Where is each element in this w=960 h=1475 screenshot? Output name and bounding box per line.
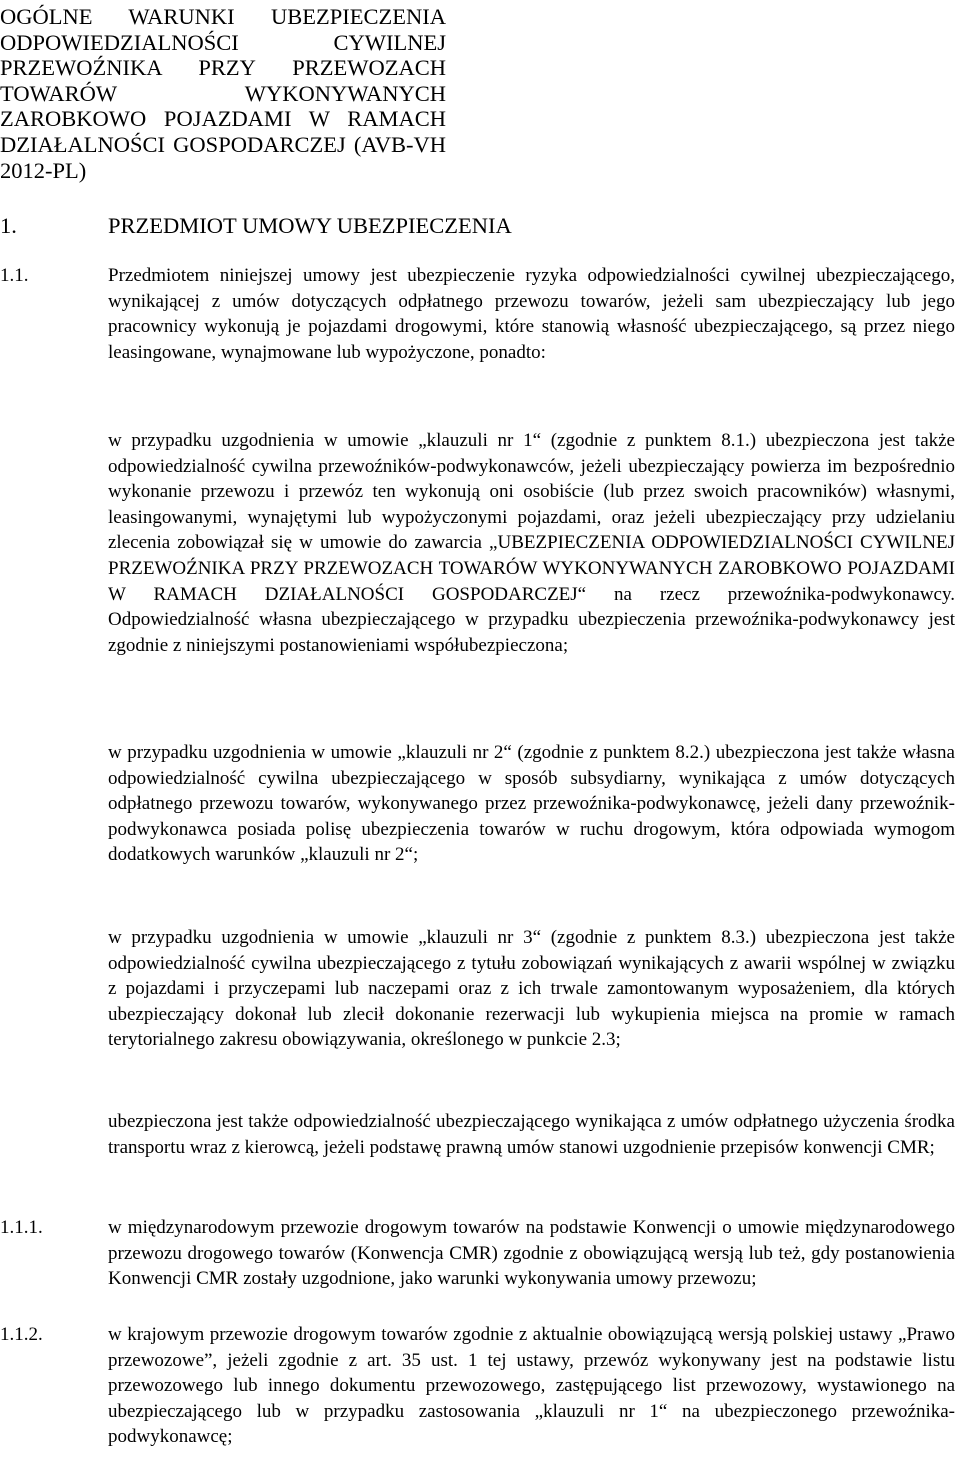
- section-number: 1.: [0, 213, 17, 238]
- section-heading: PRZEDMIOT UMOWY UBEZPIECZENIA: [108, 213, 512, 238]
- clause-number-1-1-1: 1.1.1.: [0, 1217, 43, 1238]
- clause-number-1-1-2: 1.1.2.: [0, 1324, 43, 1345]
- clause-text-1-1-2: w krajowym przewozie drogowym towarów zgodnie z aktualnie obowiązującą wersją polskiej ustawy „Prawo przewozowe”, jeżeli zgodnie z art. 35 ust. 1 tej ustawy, przewóz wykonywany jest na podstawie listu przewozowego lub innego dokumentu przewozowego, zastępującego list przewozowy, wystawionego na ubezpieczającego lub w przypadku zastosowania „klauzuli nr 1“ na ubezpieczonego przewoźnika-podwykonawcę;: [108, 1324, 955, 1448]
- clause-number-1-1: 1.1.: [0, 265, 29, 286]
- sub-paragraph-klauzula-2: w przypadku uzgodnienia w umowie „klauzuli nr 2“ (zgodnie z punktem 8.2.) ubezpieczona jest także własna odpowiedzialność cywilna ubezpieczającego w sposób subsydiarny, wynikająca z umów dotyczących odpłatnego przewozu towarów, wykonywanego przez przewoźnika-podwykonawcę, jeżeli dany przewoźnik-podwykonawca posiada polisę ubezpieczenia towarów w ruchu drogowym, która odpowiada wymogom dodatkowych warunków „klauzuli nr 2“;: [108, 742, 955, 866]
- clause-text-1-1: Przedmiotem niniejszej umowy jest ubezpieczenie ryzyka odpowiedzialności cywilnej ubezpieczającego, wynikającej z umów dotyczących odpłatnego przewozu towarów, jeżeli sam ubezpieczający lub jego pracownicy wykonują je pojazdami drogowymi, które stanowią własność ubezpieczającego, są przez niego leasingowane, wynajmowane lub wypożyczone, ponadto:: [108, 265, 955, 363]
- clause-text-1-1-1: w międzynarodowym przewozie drogowym towarów na podstawie Konwencji o umowie międzynarodowego przewozu drogowego towarów (Konwencja CMR) zgodnie z obowiązującą wersją lub też, gdy postanowienia Konwencji CMR zostały uzgodnione, jako warunki wykonywania umowy przewozu;: [108, 1217, 955, 1290]
- sub-paragraph-cmr-lending: ubezpieczona jest także odpowiedzialność ubezpieczającego wynikająca z umów odpłatnego użyczenia środka transportu wraz z kierowcą, jeżeli podstawę prawną umów stanowi uzgodnienie przepisów konwencji CMR;: [108, 1111, 955, 1158]
- document-title: OGÓLNE WARUNKI UBEZPIECZENIA ODPOWIEDZIALNOŚCI CYWILNEJ PRZEWOŹNIKA PRZY PRZEWOZACH TOWARÓW WYKONYWANYCH ZAROBKOWO POJAZDAMI W RAMACH DZIAŁALNOŚCI GOSPODARCZEJ (AVB-VH 2012-PL): [0, 4, 446, 183]
- sub-paragraph-klauzula-3: w przypadku uzgodnienia w umowie „klauzuli nr 3“ (zgodnie z punktem 8.3.) ubezpieczona jest także odpowiedzialność cywilna ubezpieczającego z tytułu zobowiązań wynikających z awarii wspólnej w związku z pojazdami i przyczepami lub naczepami oraz z ich trwale zamontowanym wyposażeniem, dla których ubezpieczający dokonał lub zlecił dokonanie rezerwacji lub wykupienia miejsca na promie w ramach terytorialnego zakresu obowiązywania, określonego w punkcie 2.3;: [108, 927, 955, 1051]
- sub-paragraph-klauzula-1: w przypadku uzgodnienia w umowie „klauzuli nr 1“ (zgodnie z punktem 8.1.) ubezpieczona jest także odpowiedzialność cywilna przewoźników-podwykonawców, jeżeli ubezpieczający powierza im bezpośrednio wykonanie przewozu i przewóz ten wykonują oni osobiście (lub przez swoich pracowników) własnymi, leasingowanymi, wynajętymi lub wypożyczonymi pojazdami, oraz jeżeli ubezpieczający przy udzielaniu zlecenia zobowiązał się w umowie do zawarcia „UBEZPIECZENIA ODPOWIEDZIALNOŚCI CYWILNEJ PRZEWOŹNIKA PRZY PRZEWOZACH TOWARÓW WYKONYWANYCH ZAROBKOWO POJAZDAMI W RAMACH DZIAŁALNOŚCI GOSPODARCZEJ“ na rzecz przewoźnika-podwykonawcy. Odpowiedzialność własna ubezpieczającego w przypadku ubezpieczenia przewoźnika-podwykonawcy jest zgodnie z niniejszymi postanowieniami współubezpieczona;: [108, 430, 955, 656]
